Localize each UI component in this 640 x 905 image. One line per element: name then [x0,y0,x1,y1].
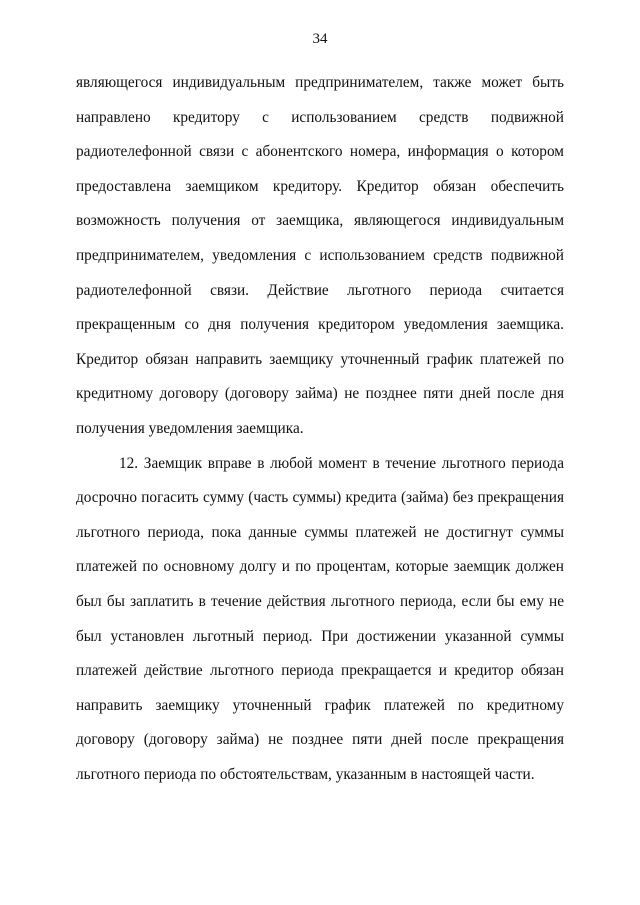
text-line: льготного периода, пока данные суммы платежей не достигнут суммы [76,523,564,541]
paragraph-continuation [76,66,564,447]
text-line: 12. Заемщик вправе в любой момент в течение льготного периода [119,454,564,472]
page-number: 34 [312,31,328,47]
text-line: был бы заплатить в течение действия льготного периода, если бы ему не [76,592,564,610]
paragraph-item-12 [76,447,564,793]
text-line: прекращенным со дня получения кредитором уведомления заемщика. [76,316,564,334]
text-line: радиотелефонной связи. Действие льготного периода считается [76,281,564,299]
text-line: был установлен льготный период. При достижении указанной суммы [76,627,564,645]
text-line: Кредитор обязан направить заемщику уточненный график платежей по [76,350,564,368]
text-line: радиотелефонной связи с абонентского номера, информация о котором [76,143,564,161]
text-line: возможность получения от заемщика, являющегося индивидуальным [76,212,564,230]
text-line: платежей по основному долгу и по процентам, которые заемщик должен [76,558,564,576]
text-line: льготного периода по обстоятельствам, указанным в настоящей части. [76,765,535,783]
document-body [76,66,564,792]
text-line: платежей действие льготного периода прекращается и кредитор обязан [76,662,564,680]
text-line: направить заемщику уточненный график платежей по кредитному [76,696,564,714]
text-line: кредитному договору (договору займа) не позднее пяти дней после дня [76,385,564,403]
text-line: предпринимателем, уведомления с использованием средств подвижной [76,246,564,264]
text-line: договору (договору займа) не позднее пяти дней после прекращения [76,731,564,749]
text-line: получения уведомления заемщика. [76,419,304,437]
text-line: являющегося индивидуальным предпринимателем, также может быть [76,74,564,91]
text-line: досрочно погасить сумму (часть суммы) кредита (займа) без прекращения [76,489,564,507]
text-line: предоставлена заемщиком кредитору. Кредитор обязан обеспечить [76,177,564,195]
text-line: направлено кредитору с использованием средств подвижной [76,108,564,126]
